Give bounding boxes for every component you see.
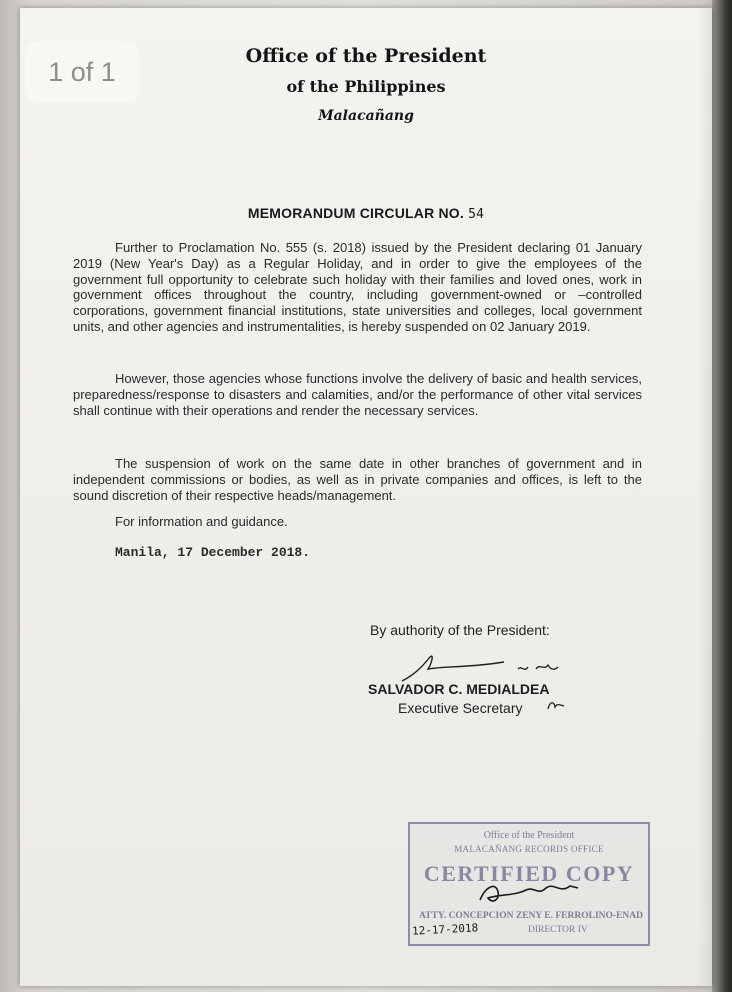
memo-paragraph-2: However, those agencies whose functions involve the delivery of basic and health services, preparedness/response to disasters and calamities, and/or the performance of other vital services shall continue with their operations and render the necessary services. [73, 371, 642, 418]
stamp-records-office: MALACAÑANG RECORDS OFFICE [454, 844, 604, 854]
memo-paragraph-4: For information and guidance. [115, 514, 288, 529]
signer-name: SALVADOR C. MEDIALDEA [368, 681, 550, 697]
signer-title: Executive Secretary [398, 700, 523, 716]
initials-mark [546, 697, 566, 713]
memo-title [0, 205, 732, 222]
memo-dateline: Manila, 17 December 2018. [115, 545, 311, 560]
stamp-officer-name: ATTY. CONCEPCION ZENY E. FERROLINO-ENAD [419, 911, 643, 921]
memo-title-text: MEMORANDUM CIRCULAR NO. [247, 205, 464, 221]
stamp-signature-mark [474, 876, 584, 910]
certified-copy-stamp [408, 822, 650, 946]
memo-number: 54 [468, 207, 485, 222]
stamp-certified-copy: CERTIFIED COPY [423, 861, 635, 886]
memo-paragraph-3: The suspension of work on the same date in other branches of government and in independent commissions or bodies, as well as in private companies and offices, is left to the sound discretion of their respective heads/management. [73, 456, 642, 503]
stamp-position: DIRECTOR IV [528, 925, 588, 935]
letterhead-location: Malacañang [318, 108, 414, 124]
authority-line: By authority of the President: [370, 622, 550, 638]
stamp-office: Office of the President [483, 830, 575, 841]
stamp-handwritten-date: 12-17-2018 [411, 921, 479, 938]
viewer-edge [712, 0, 732, 992]
letterhead-office: Office of the President [245, 45, 487, 67]
letterhead-country: of the Philippines [286, 77, 446, 96]
page-shadow [698, 8, 712, 986]
page-counter-badge: 1 of 1 [25, 41, 139, 103]
signature-mark [400, 645, 580, 685]
memo-paragraph-1: Further to Proclamation No. 555 (s. 2018) issued by the President declaring 01 January 2019 (New Year's Day) as a Regular Holiday, and in order to give the employees of the government full opportunity to celebrate such holiday with their families and loved ones, work in government offices throughout the country, including government-owned or –controlled corporations, government financial institutions, state universities and colleges, local government units, and other agencies and instrumentalities, is hereby suspended on 02 January 2019. [73, 240, 642, 334]
